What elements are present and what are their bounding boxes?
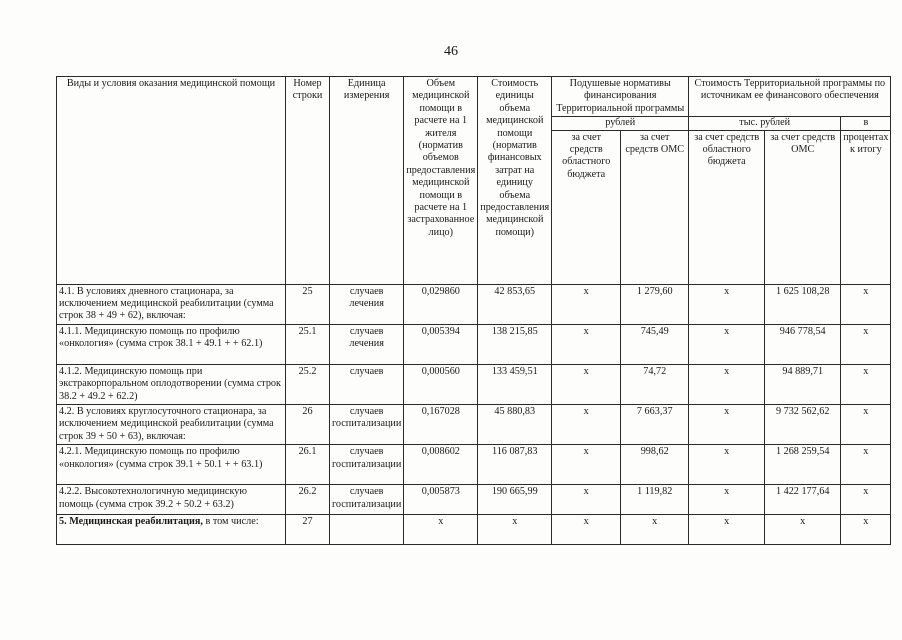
row-percent: х [841,445,891,485]
row-name: 4.2.1. Медицинскую помощь по профилю «онкология» (сумма строк 39.1 + 50.1 + + 63.1) [57,445,286,485]
header-unit-cost: Стоимость единицы объема медицинской помощи (норматив финансовых затрат на единицу объема предоставления медицинской помощи) [478,77,552,285]
row-unit: случаев госпитализации [330,445,404,485]
row-number: 25.1 [286,324,330,364]
row-unit-cost: 133 459,51 [478,364,552,404]
row-cost-oms: 1 422 177,64 [765,485,841,515]
row-volume: 0,005873 [404,485,478,515]
row-number: 26 [286,405,330,445]
row-unit-cost: х [478,515,552,545]
row-pc-oms: 1 119,82 [621,485,689,515]
table-row [57,364,891,404]
table-row [57,515,891,545]
row-cost-oms: 1 625 108,28 [765,284,841,324]
table-row [57,485,891,515]
row-pc-oms: 745,49 [621,324,689,364]
row-pc-budget: х [552,485,621,515]
row-percent: х [841,324,891,364]
row-pc-budget: х [552,324,621,364]
row-percent: х [841,364,891,404]
row-percent: х [841,515,891,545]
header-cost-oms: за счет средств ОМС [765,130,841,284]
row-cost-budget: х [689,364,765,404]
row-pc-oms: 998,62 [621,445,689,485]
row-number: 26.1 [286,445,330,485]
header-pc-regional-budget: за счет средств областного бюджета [552,130,621,284]
row-pc-oms: 1 279,60 [621,284,689,324]
row-unit: случаев [330,364,404,404]
row-cost-budget: х [689,324,765,364]
header-volume: Объем медицинской помощи в расчете на 1 жителя (норматив объемов предоставления медицинской помощи в расчете на 1 застрахованное лицо) [404,77,478,285]
row-cost-oms: 1 268 259,54 [765,445,841,485]
header-rubles: рублей [552,117,689,130]
row-cost-oms: 9 732 562,62 [765,405,841,445]
row-cost-budget: х [689,515,765,545]
row-cost-budget: х [689,405,765,445]
row-unit-cost: 45 880,83 [478,405,552,445]
table-row [57,324,891,364]
header-program-cost: Стоимость Территориальной программы по источникам ее финансового обеспечения [689,77,891,117]
row-unit-cost: 138 215,85 [478,324,552,364]
page-number: 46 [444,44,458,59]
row-volume: 0,000560 [404,364,478,404]
table-row [57,405,891,445]
row-volume: 0,029860 [404,284,478,324]
row-name [57,515,286,545]
row-number: 25.2 [286,364,330,404]
row-volume: х [404,515,478,545]
row-name: 4.1.2. Медицинскую помощь при экстракорпоральном оплодотворении (сумма строк 38.2 + 49.2 + 62.2) [57,364,286,404]
row-cost-budget: х [689,485,765,515]
row-unit: случаев госпитализации [330,485,404,515]
row-cost-oms: х [765,515,841,545]
row-cost-budget: х [689,284,765,324]
header-unit: Единица измерения [330,77,404,285]
row-cost-budget: х [689,445,765,485]
header-percent-of-total: процентах к итогу [841,130,891,284]
financing-table [56,76,891,545]
row-volume: 0,008602 [404,445,478,485]
row-pc-budget: х [552,515,621,545]
row-unit: случаев госпитализации [330,405,404,445]
table-row [57,445,891,485]
row-name: 4.2.2. Высокотехнологичную медицинскую помощь (сумма строк 39.2 + 50.2 + 63.2) [57,485,286,515]
row-unit: случаев лечения [330,324,404,364]
row-name: 4.2. В условиях круглосуточного стационара, за исключением медицинской реабилитации (сумма строк 39 + 50 + 63), включая: [57,405,286,445]
row-unit [330,515,404,545]
row-percent: х [841,284,891,324]
row-name-bold: 5. Медицинская реабилитация, [59,516,203,528]
row-name-rest: в том числе: [202,516,259,528]
row-cost-oms: 94 889,71 [765,364,841,404]
row-percent: х [841,485,891,515]
row-volume: 0,005394 [404,324,478,364]
row-number: 26.2 [286,485,330,515]
header-type: Виды и условия оказания медицинской помощи [57,77,286,285]
row-unit: случаев лечения [330,284,404,324]
header-percent-top: в [841,117,891,130]
row-volume: 0,167028 [404,405,478,445]
row-name: 4.1. В условиях дневного стационара, за исключением медицинской реабилитации (сумма строк 38 + 49 + 62), включая: [57,284,286,324]
row-unit-cost: 116 087,83 [478,445,552,485]
header-line-number: Номер строки [286,77,330,285]
header-cost-regional-budget: за счет средств областного бюджета [689,130,765,284]
row-pc-oms: х [621,515,689,545]
table-row [57,284,891,324]
row-pc-budget: х [552,405,621,445]
row-pc-budget: х [552,284,621,324]
row-pc-oms: 74,72 [621,364,689,404]
row-percent: х [841,405,891,445]
row-unit-cost: 42 853,65 [478,284,552,324]
row-number: 25 [286,284,330,324]
row-unit-cost: 190 665,99 [478,485,552,515]
row-name: 4.1.1. Медицинскую помощь по профилю «онкология» (сумма строк 38.1 + 49.1 + + 62.1) [57,324,286,364]
header-thousand-rubles: тыс. рублей [689,117,841,130]
header-per-capita: Подушевые нормативы финансирования Территориальной программы [552,77,689,117]
header-pc-oms: за счет средств ОМС [621,130,689,284]
row-pc-budget: х [552,445,621,485]
row-pc-oms: 7 663,37 [621,405,689,445]
row-number: 27 [286,515,330,545]
row-cost-oms: 946 778,54 [765,324,841,364]
row-pc-budget: х [552,364,621,404]
